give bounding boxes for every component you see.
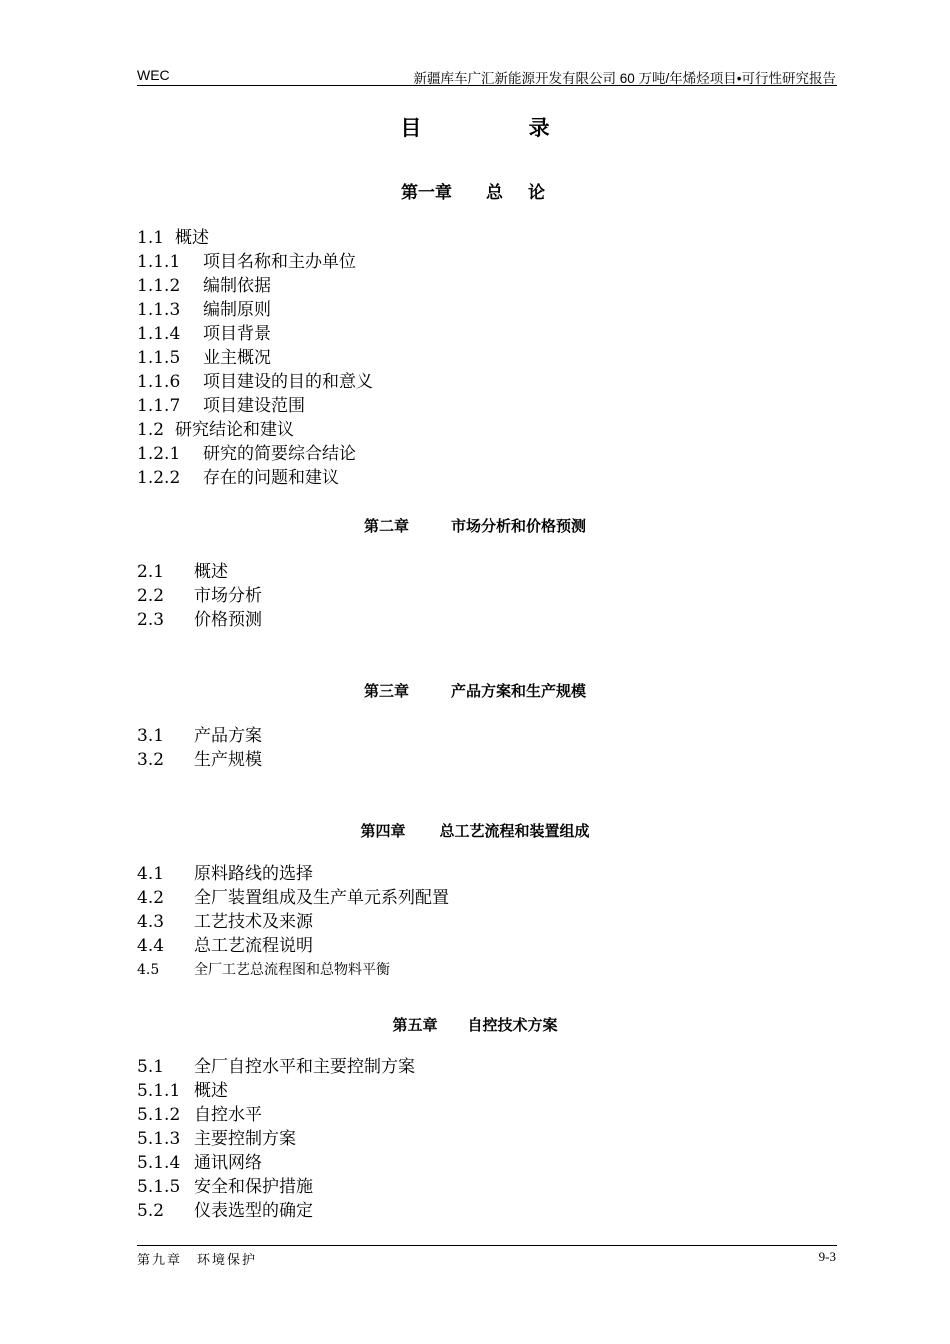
toc-item[interactable]: 1.2.2 存在的问题和建议 xyxy=(137,468,339,488)
toc-item[interactable]: 2.3 价格预测 xyxy=(137,610,262,630)
toc-item[interactable]: 4.2 全厂装置组成及生产单元系列配置 xyxy=(137,888,449,908)
chapter-name: 自控技术方案 xyxy=(467,1016,558,1034)
chapter-3-heading xyxy=(0,680,950,701)
chapter-label: 第二章 xyxy=(363,517,409,535)
toc-item[interactable]: 5.1.5 安全和保护措施 xyxy=(137,1177,313,1197)
toc-item[interactable]: 3.2 生产规模 xyxy=(137,750,262,770)
chapter-5-heading xyxy=(0,1014,950,1035)
toc-item[interactable]: 1.1.3 编制原则 xyxy=(137,300,271,320)
chapter-name: 产品方案和生产规模 xyxy=(451,682,587,700)
footer-chapter: 第九章 环境保护 xyxy=(137,1253,258,1268)
toc-item[interactable]: 4.4 总工艺流程说明 xyxy=(137,936,313,956)
toc-item[interactable]: 1.1.7 项目建设范围 xyxy=(137,396,305,416)
page-number: 9-3 xyxy=(818,1249,836,1264)
chapter-label: 第一章 xyxy=(401,183,452,203)
header-rule xyxy=(137,85,837,86)
toc-item[interactable]: 2.2 市场分析 xyxy=(137,586,262,606)
toc-item[interactable]: 1.1.6 项目建设的目的和意义 xyxy=(137,372,373,392)
toc-item[interactable]: 5.1.3 主要控制方案 xyxy=(137,1129,296,1149)
toc-item[interactable]: 4.5 全厂工艺总流程图和总物料平衡 xyxy=(137,962,390,978)
chapter-label: 第四章 xyxy=(360,822,406,840)
header-org: WEC xyxy=(137,67,170,83)
chapter-label: 第三章 xyxy=(363,682,409,700)
footer-rule xyxy=(137,1245,837,1246)
toc-item[interactable]: 3.1 产品方案 xyxy=(137,726,262,746)
toc-item[interactable]: 1.2.1 研究的简要综合结论 xyxy=(137,444,356,464)
chapter-label: 第五章 xyxy=(392,1016,438,1034)
toc-item[interactable]: 5.2 仪表选型的确定 xyxy=(137,1201,313,1221)
page-title: 目 录 xyxy=(400,115,600,140)
toc-item[interactable]: 4.3 工艺技术及来源 xyxy=(137,912,313,932)
chapter-1-heading xyxy=(0,178,950,203)
chapter-4-heading xyxy=(0,820,950,841)
chapter-2-heading xyxy=(0,515,950,536)
toc-item[interactable]: 5.1.2 自控水平 xyxy=(137,1105,262,1125)
toc-item[interactable]: 1.1 概述 xyxy=(137,228,209,248)
toc-item[interactable]: 4.1 原料路线的选择 xyxy=(137,864,313,884)
toc-item[interactable]: 1.2 研究结论和建议 xyxy=(137,420,294,440)
toc-item[interactable]: 1.1.4 项目背景 xyxy=(137,324,271,344)
chapter-name: 总工艺流程和装置组成 xyxy=(439,822,590,840)
chapter-2-toc xyxy=(137,560,262,632)
toc-item[interactable]: 1.1.1 项目名称和主办单位 xyxy=(137,252,356,272)
toc-item[interactable]: 5.1.4 通讯网络 xyxy=(137,1153,262,1173)
chapter-name: 市场分析和价格预测 xyxy=(451,517,587,535)
chapter-4-toc xyxy=(137,862,449,982)
chapter-name: 总 论 xyxy=(486,183,549,203)
toc-item[interactable]: 1.1.5 业主概况 xyxy=(137,348,271,368)
toc-item[interactable]: 5.1 全厂自控水平和主要控制方案 xyxy=(137,1057,415,1077)
toc-item[interactable]: 2.1 概述 xyxy=(137,562,228,582)
chapter-3-toc xyxy=(137,724,262,772)
toc-item[interactable]: 5.1.1 概述 xyxy=(137,1081,228,1101)
chapter-5-toc xyxy=(137,1055,415,1223)
header-report-title: 新疆库车广汇新能源开发有限公司 60 万吨/年烯烃项目•可行性研究报告 xyxy=(413,71,836,86)
chapter-1-toc xyxy=(137,226,373,490)
toc-item[interactable]: 1.1.2 编制依据 xyxy=(137,276,271,296)
